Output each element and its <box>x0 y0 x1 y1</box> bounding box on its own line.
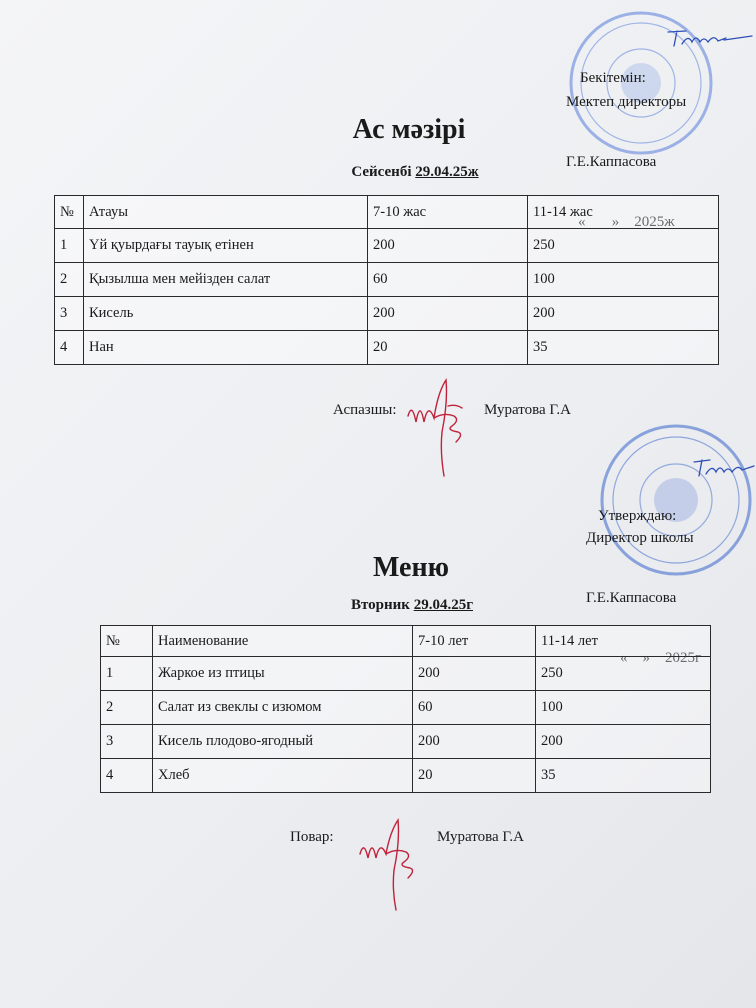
column-header: № <box>55 196 84 229</box>
table-cell: 200 <box>536 725 711 759</box>
table-row <box>55 229 719 263</box>
table-row <box>55 331 719 365</box>
table-cell: 60 <box>413 691 536 725</box>
table-cell: Кисель плодово-ягодный <box>153 725 413 759</box>
menu-date: 29.04.25ж <box>415 164 479 180</box>
table-cell: 200 <box>368 297 528 331</box>
table-cell: Салат из свеклы с изюмом <box>153 691 413 725</box>
cook-signature <box>398 372 474 482</box>
column-header: 7-10 жас <box>368 196 528 229</box>
approval-label: Бекітемін: <box>580 70 646 86</box>
table-cell: 1 <box>55 229 84 263</box>
column-header: № <box>101 626 153 657</box>
column-header: 11-14 жас <box>528 196 719 229</box>
column-header: 11-14 лет <box>536 626 711 657</box>
table-cell: Хлеб <box>153 759 413 793</box>
table-cell: 4 <box>101 759 153 793</box>
table-cell: 200 <box>368 229 528 263</box>
table-row <box>55 297 719 331</box>
table-cell: 1 <box>101 657 153 691</box>
table-cell: 250 <box>528 229 719 263</box>
table-cell: 4 <box>55 331 84 365</box>
table-cell: 20 <box>413 759 536 793</box>
director-signature <box>664 26 754 50</box>
table-cell: 250 <box>536 657 711 691</box>
menu-day-line <box>0 164 756 181</box>
table-cell: 200 <box>528 297 719 331</box>
menu-table <box>54 195 719 365</box>
table-cell: 2 <box>55 263 84 297</box>
table-cell: Жаркое из птицы <box>153 657 413 691</box>
approval-date: « » 2025г <box>620 650 702 666</box>
table-cell: 200 <box>413 657 536 691</box>
approval-director-title: Директор школы <box>586 530 694 546</box>
table-cell: Нан <box>84 331 368 365</box>
table-cell: Қызылша мен мейізден салат <box>84 263 368 297</box>
table-header-row <box>55 196 719 229</box>
table-cell: 35 <box>528 331 719 365</box>
cook-label: Повар: <box>290 829 334 845</box>
approval-director-title: Мектеп директоры <box>566 94 687 110</box>
menu-day: Вторник <box>350 597 410 613</box>
menu-date: 29.04.25г <box>413 597 473 613</box>
approval-label: Утверждаю: <box>598 508 677 524</box>
table-cell: Кисель <box>84 297 368 331</box>
table-cell: 3 <box>101 725 153 759</box>
page-title: Ас мәзірі <box>352 114 466 145</box>
table-row <box>55 263 719 297</box>
cook-name: Муратова Г.А <box>437 829 524 845</box>
table-cell: 100 <box>536 691 711 725</box>
approval-director-name: Г.Е.Каппасова <box>586 590 677 606</box>
table-row <box>101 759 711 793</box>
table-row <box>101 657 711 691</box>
table-cell: 200 <box>413 725 536 759</box>
table-row <box>101 691 711 725</box>
menu-day: Сейсенбі <box>351 164 412 180</box>
cook-name: Муратова Г.А <box>484 402 571 418</box>
cook-signature <box>352 814 422 914</box>
table-cell: 100 <box>528 263 719 297</box>
table-cell: 3 <box>55 297 84 331</box>
column-header: Атауы <box>84 196 368 229</box>
table-header-row <box>101 626 711 657</box>
table-cell: 20 <box>368 331 528 365</box>
table-cell: 35 <box>536 759 711 793</box>
table-cell: 60 <box>368 263 528 297</box>
page-title: Меню <box>372 552 449 583</box>
menu-table <box>100 625 711 793</box>
director-signature <box>690 454 756 480</box>
table-cell: Үй қуырдағы тауық етінен <box>84 229 368 263</box>
cook-label: Аспазшы: <box>333 402 397 418</box>
table-row <box>101 725 711 759</box>
column-header: Наименование <box>153 626 413 657</box>
column-header: 7-10 лет <box>413 626 536 657</box>
approval-director-name: Г.Е.Каппасова <box>566 154 657 170</box>
approval-date: « » 2025ж <box>578 214 675 230</box>
menu-day-line <box>0 597 756 614</box>
table-cell: 2 <box>101 691 153 725</box>
